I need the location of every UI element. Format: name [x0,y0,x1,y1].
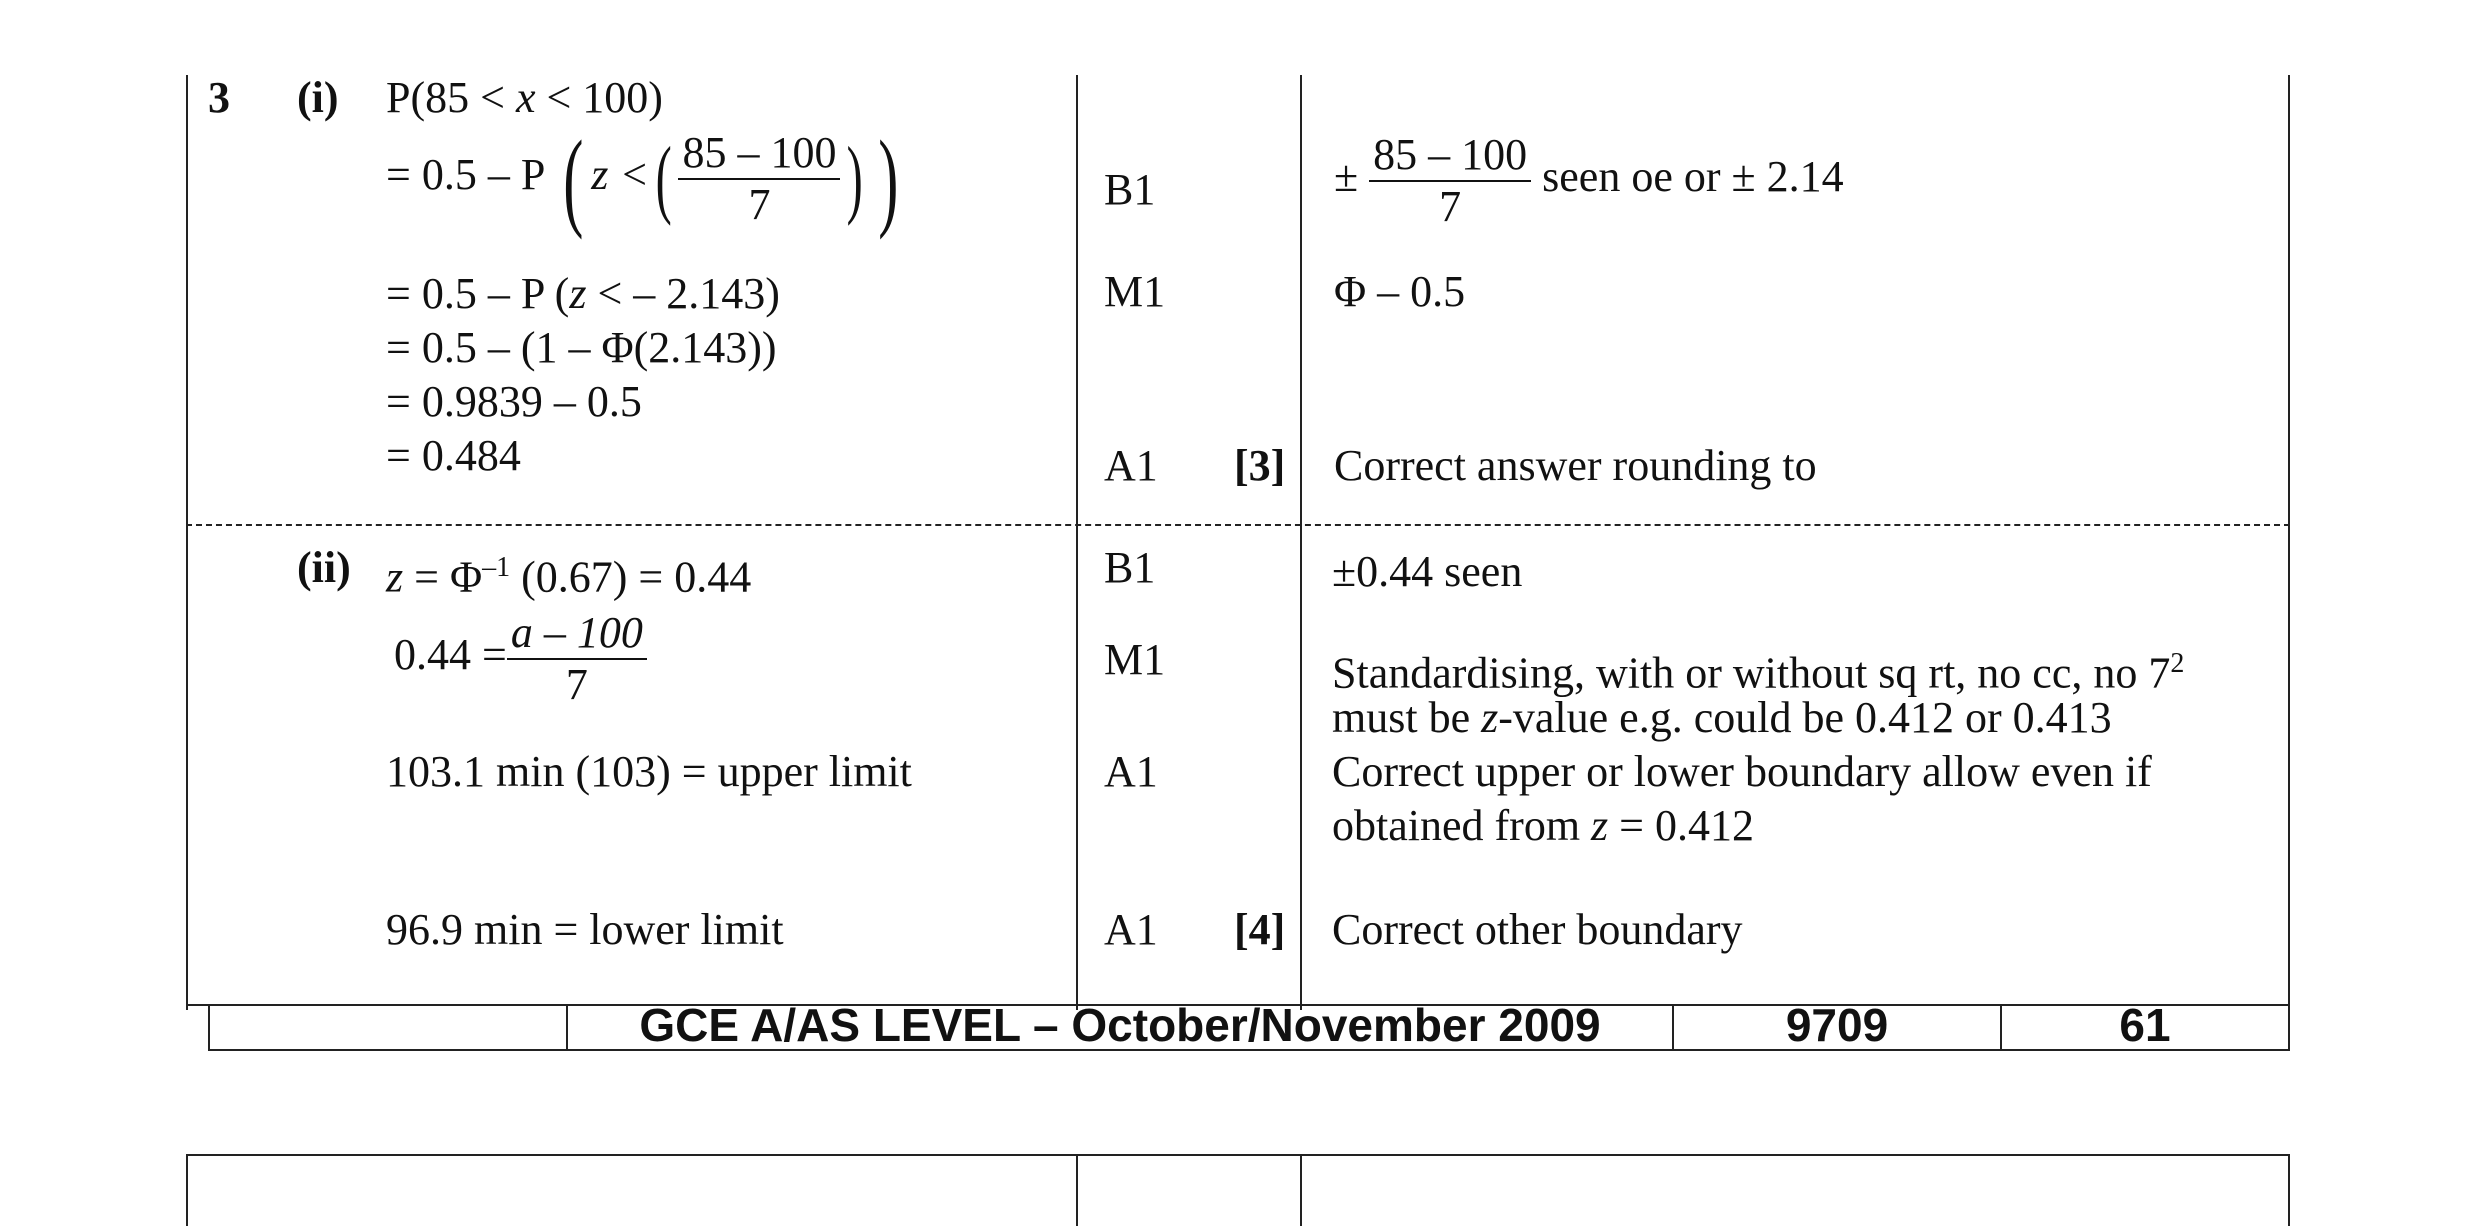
part-i-step-3: = 0.5 – (1 – Φ(2.143)) [386,323,777,372]
part-i-mark-1: B1 [1104,165,1156,214]
part-i-label: (i) [297,73,339,122]
part-i-guidance-3: Correct answer rounding to [1334,441,1817,490]
part-i-step-1: = 0.5 – P ( z <( $\frac{85 - 100}{7}$ ) ) [386,118,899,240]
part-ii-guidance-3b: obtained from z = 0.412 [1332,801,1754,850]
table-border-right [2288,75,2290,1010]
next-table-divider-2 [1300,1154,1302,1226]
part-ii-guidance-4: Correct other boundary [1332,905,1743,954]
footer-paper: 61 [2119,1005,2171,1045]
question-number: 3 [208,73,230,122]
part-ii-line-1: $z = \Phi^{-1}$ (0.67) = 0.44 [386,552,752,602]
column-divider-2 [1300,75,1302,1010]
part-ii-guidance-2b: must be z-value e.g. could be 0.412 or 0.413 [1332,693,2112,742]
footer-bottom-border [208,1049,2290,1051]
part-i-step-2: = 0.5 – P (z < – 2.143) [386,269,780,318]
footer-syllabus: 9709 [1785,1005,1889,1045]
next-table-right [2288,1154,2290,1226]
part-ii-mark-2: M1 [1104,635,1166,684]
part-i-total-marks: [3] [1234,441,1286,490]
part-i-step-4: = 0.9839 – 0.5 [386,377,642,426]
part-ii-mark-4: A1 [1104,905,1158,954]
part-ii-guidance-2a: Standardising, with or without sq rt, no cc, no $7^2$ [1332,648,2185,698]
part-ii-mark-3: A1 [1104,747,1158,796]
part-separator [186,524,2290,526]
part-i-mark-3: A1 [1104,441,1158,490]
table-border-left [186,75,188,1010]
z-variable: z < [591,150,650,200]
footer-exam-title: GCE A/AS LEVEL – October/November 2009 [639,1005,1601,1045]
part-ii-total-marks: [4] [1234,905,1286,954]
part-ii-line-2: 0.44 = $\frac{a - 100}{7}$ [394,608,647,710]
part-ii-fraction: $\frac{a - 100}{7}$ [507,608,647,710]
next-table-divider-1 [1076,1154,1078,1226]
part-ii-line-3: 103.1 min (103) = upper limit [386,747,912,796]
next-table-top-border [186,1154,2290,1156]
part-i-guidance-2: Φ – 0.5 [1334,267,1466,316]
part-ii-line-4: 96.9 min = lower limit [386,905,784,954]
part-ii-label: (ii) [297,543,351,592]
footer-left-border [208,1006,210,1051]
part-i-step-5: = 0.484 [386,431,521,480]
footer-right-border [2288,1006,2290,1051]
column-divider-1 [1076,75,1078,1010]
part-i-mark-2: M1 [1104,267,1166,316]
guidance-fraction: $\frac{85 - 100}{7}$ [1369,130,1531,232]
part-ii-guidance-1: ±0.44 seen [1332,547,1523,596]
part-ii-mark-1: B1 [1104,543,1156,592]
part-i-guidance-1: ± $\frac{85 - 100}{7}$ seen oe or ± 2.14 [1334,130,1844,231]
next-table-left [186,1154,188,1226]
part-ii-guidance-3a: Correct upper or lower boundary allow even if [1332,747,2152,796]
part-i-probability: P(85 < x < 100) [386,73,663,122]
standardising-fraction: $\frac{85 - 100}{7}$ [678,128,840,230]
